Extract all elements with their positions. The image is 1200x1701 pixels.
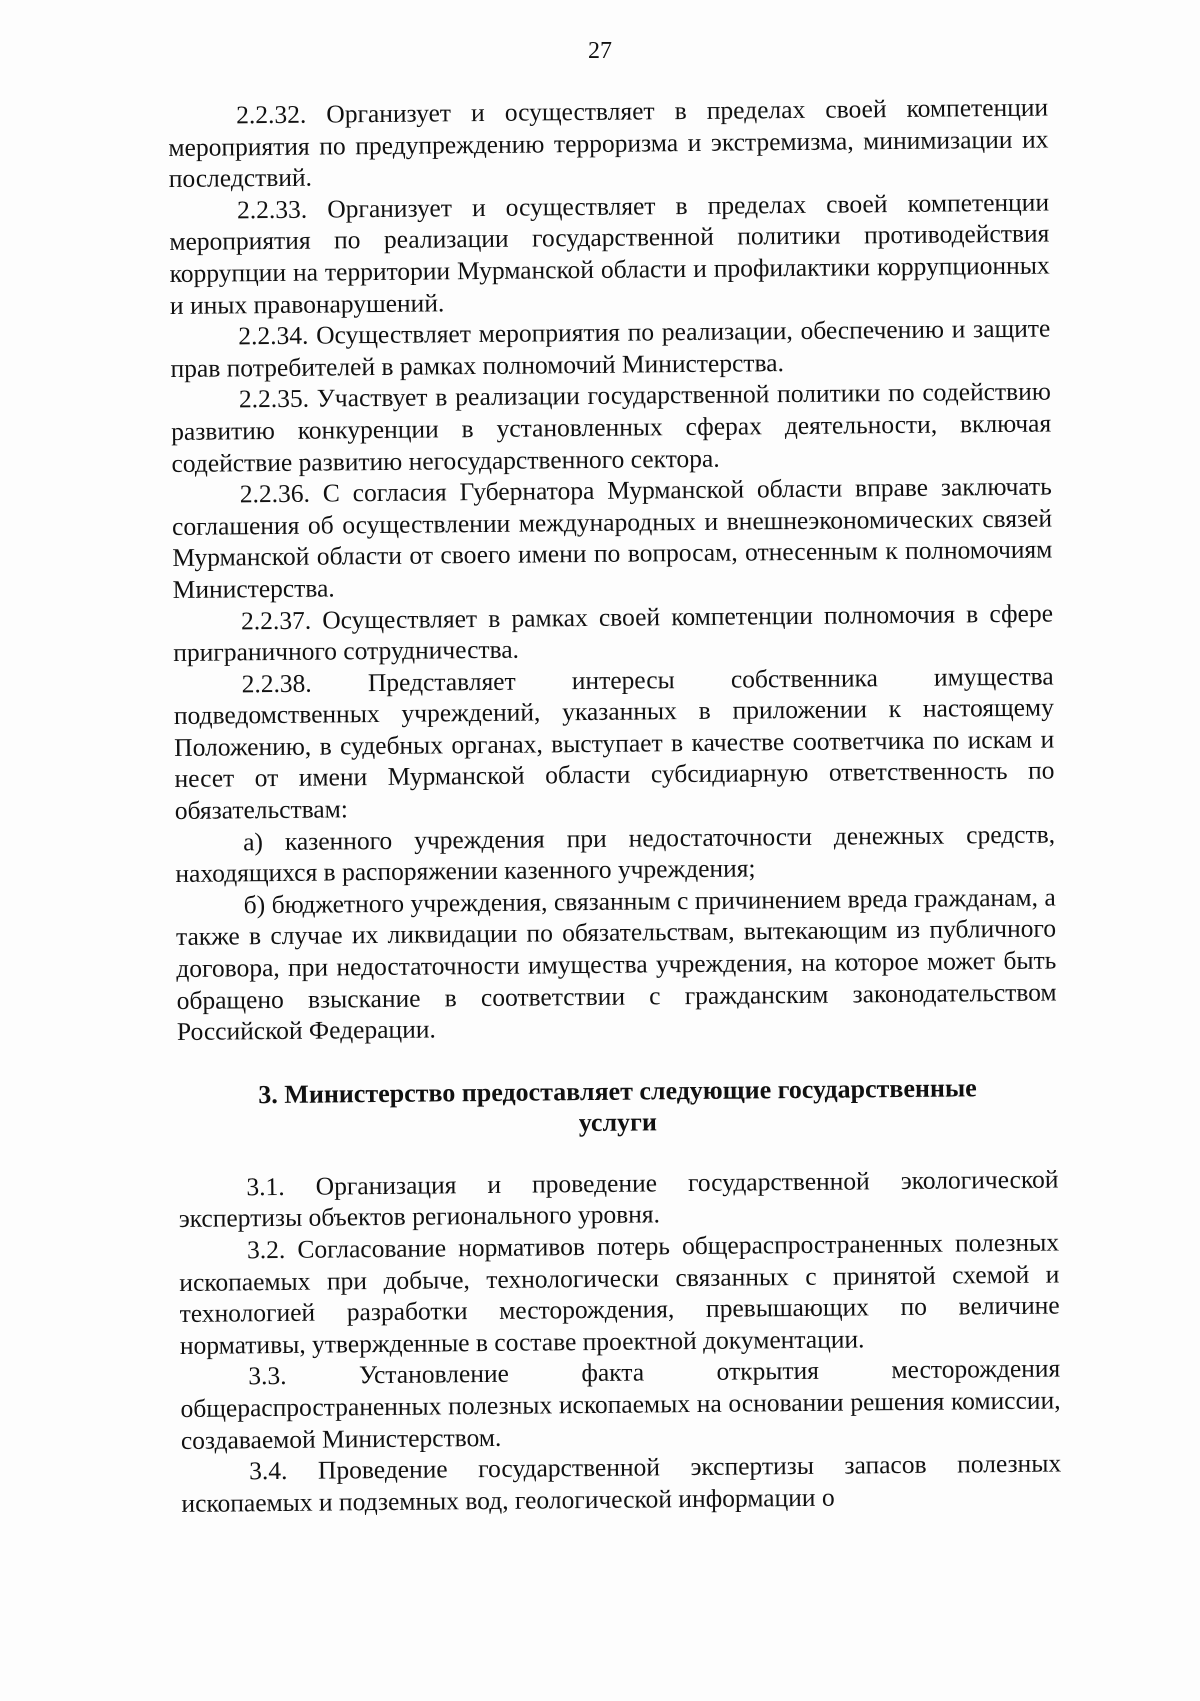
paragraph-3-2: 3.2. Согласование нормативов потерь общераспространенных полезных ископаемых при добыче, технологически связанных с принятой схемой и технологией разработки месторождения, превышающих по величине нормативы, утвержденные в составе проектной документации.: [179, 1227, 1060, 1360]
sub-item-a: а) казенного учреждения при недостаточности денежных средств, находящихся в распоряжении казенного учреждения;: [175, 819, 1056, 889]
page-number: 27: [588, 38, 612, 64]
paragraph-3-1: 3.1. Организация и проведение государственной экологической экспертизы объектов регионального уровня.: [178, 1164, 1059, 1234]
paragraph-2-2-35: 2.2.35. Участвует в реализации государственной политики по содействию развитию конкуренции в установленных сферах деятельности, включая содействие развитию негосударственного сектора.: [171, 376, 1052, 478]
paragraph-2-2-38: 2.2.38. Представляет интересы собственника имущества подведомственных учреждений, указанных в приложении к настоящему Положению, в судебных органах, выступает в качестве соответчика по искам и несет от имени Мурманской области субсидиарную ответственность по обязательствам:: [173, 661, 1055, 826]
paragraph-2-2-33: 2.2.33. Организует и осуществляет в пределах своей компетенции мероприятия по реализации государственной политики противодействия коррупции на территории Мурманской области и профилактики коррупционных и иных правонарушений.: [169, 187, 1050, 320]
paragraph-2-2-34: 2.2.34. Осуществляет мероприятия по реализации, обеспечению и защите прав потребителей в рамках полномочий Министерства.: [170, 313, 1051, 383]
paragraph-2-2-36: 2.2.36. С согласия Губернатора Мурманской области вправе заключать соглашения об осуществлении международных и внешнеэкономических связей Мурманской области от своего имени по вопросам, отнесенным к полномочиям Министерства.: [171, 471, 1053, 604]
paragraph-2-2-37: 2.2.37. Осуществляет в рамках своей компетенции полномочия в сфере приграничного сотрудничества.: [173, 598, 1054, 668]
paragraph-3-3: 3.3. Установление факта открытия месторождения общераспространенных полезных ископаемых на основании решения комиссии, создаваемой Министерством.: [180, 1353, 1061, 1455]
paragraph-2-2-32: 2.2.32. Организует и осуществляет в пределах своей компетенции мероприятия по предупреждению терроризма и экстремизма, минимизации их последствий.: [168, 92, 1049, 194]
sub-item-b: б) бюджетного учреждения, связанным с причинением вреда гражданам, а также в случае их ликвидации по обязательствам, вытекающим из публичного договора, при недостаточности имущества учреждения, на которое может быть обращено взыскание в соответствии с гражданским законодательством Российской Федерации.: [175, 882, 1057, 1047]
document-body: [168, 92, 1062, 1520]
section-3-heading: 3. Министерство предоставляет следующие государственные услуги: [258, 1073, 977, 1137]
paragraph-3-4: 3.4. Проведение государственной экспертизы запасов полезных ископаемых и подземных вод, геологической информации о: [181, 1448, 1062, 1518]
